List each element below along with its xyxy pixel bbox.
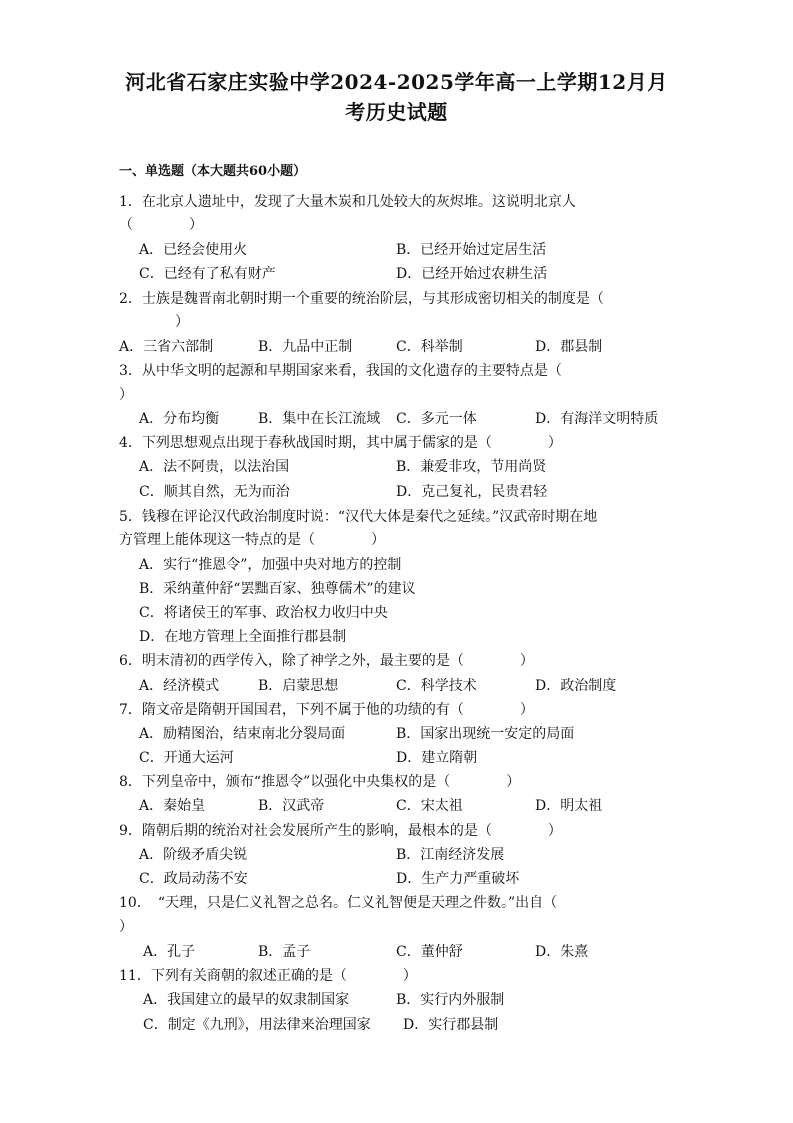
- question-5-option-c: C．将诸侯王的军事、政治权力收归中央: [139, 605, 388, 621]
- question-9-option-c: C．政局动荡不安: [139, 871, 248, 887]
- question-10-option-a: A．孔子: [143, 944, 196, 960]
- question-5-stem: 5．钱穆在评论汉代政治制度时说：“汉代大体是秦代之延续。”汉武帝时期在地: [119, 509, 598, 525]
- question-1-stem-cont: （ ）: [119, 217, 203, 233]
- question-1-stem: 1．在北京人遗址中，发现了大量木炭和几处较大的灰烬堆。这说明北京人: [119, 194, 576, 210]
- question-8-option-d: D．明太祖: [535, 798, 603, 814]
- question-6-option-c: C．科学技术: [396, 678, 477, 694]
- question-10-stem: 10． “天理，只是仁义礼智之总名。仁义礼智便是天理之件数。”出自（: [119, 895, 558, 911]
- question-4-option-d: D．克己复礼，民贵君轻: [396, 484, 548, 500]
- question-2-stem: 2．士族是魏晋南北朝时期一个重要的统治阶层，与其形成密切相关的制度是（: [119, 291, 604, 307]
- question-5-option-a: A．实行“推恩令”，加强中央对地方的控制: [139, 557, 402, 573]
- question-5-option-b: B．采纳董仲舒“罢黜百家、独尊儒术”的建议: [139, 581, 416, 597]
- question-7-option-b: B．国家出现统一安定的局面: [396, 726, 575, 742]
- question-3-option-c: C．多元一体: [396, 411, 477, 427]
- question-9-option-a: A．阶级矛盾尖锐: [139, 847, 248, 863]
- question-1-option-c: C．已经有了私有财产: [139, 266, 276, 282]
- question-2-option-b: B．九品中正制: [258, 339, 353, 355]
- question-10-stem-cont: ）: [119, 919, 133, 935]
- question-11-option-b: B．实行内外服制: [396, 992, 505, 1008]
- question-8-option-c: C．宋太祖: [396, 798, 463, 814]
- question-8-option-b: B．汉武帝: [258, 798, 325, 814]
- question-3-stem-cont: ）: [119, 387, 133, 403]
- question-1-option-b: B．已经开始过定居生活: [396, 242, 547, 258]
- question-7-option-a: A．励精图治，结束南北分裂局面: [139, 726, 346, 742]
- question-2-option-c: C．科举制: [396, 339, 463, 355]
- question-8-stem: 8．下列皇帝中，颁布“推恩令”以强化中央集权的是（ ）: [119, 774, 521, 790]
- question-9-option-d: D．生产力严重破坏: [396, 871, 520, 887]
- question-10-option-b: B．孟子: [258, 944, 311, 960]
- question-10-option-d: D．朱熹: [535, 944, 589, 960]
- question-4-stem: 4．下列思想观点出现于春秋战国时期，其中属于儒家的是（ ）: [119, 435, 562, 451]
- question-6-stem: 6．明末清初的西学传入，除了神学之外，最主要的是（ ）: [119, 653, 534, 669]
- question-11-option-a: A．我国建立的最早的奴隶制国家: [143, 992, 350, 1008]
- question-5-stem-cont: 方管理上能体现这一特点的是（ ）: [119, 532, 385, 548]
- exam-title-line1: 河北省石家庄实验中学2024-2025学年高一上学期12月月: [125, 70, 668, 94]
- question-3-option-d: D．有海洋文明特质: [535, 411, 659, 427]
- question-1-option-d: D．已经开始过农耕生活: [396, 266, 548, 282]
- question-9-option-b: B．江南经济发展: [396, 847, 505, 863]
- question-11-option-c: C．制定《九刑》，用法律来治理国家: [143, 1017, 371, 1033]
- question-4-option-b: B．兼爱非攻，节用尚贤: [396, 459, 547, 475]
- question-7-option-c: C．开通大运河: [139, 750, 234, 766]
- question-9-stem: 9．隋朝后期的统治对社会发展所产生的影响，最根本的是（ ）: [119, 823, 562, 839]
- question-11-option-d: D．实行郡县制: [403, 1017, 499, 1033]
- section-heading: 一、单选题（本大题共60小题）: [119, 164, 307, 179]
- exam-title-line2: 考历史试题: [345, 100, 448, 124]
- question-2-stem-cont: ）: [119, 314, 189, 330]
- question-3-stem: 3．从中华文明的起源和早期国家来看，我国的文化遗存的主要特点是（: [119, 363, 562, 379]
- question-7-option-d: D．建立隋朝: [396, 750, 478, 766]
- question-6-option-a: A．经济模式: [139, 678, 220, 694]
- question-4-option-c: C．顺其自然，无为而治: [139, 484, 290, 500]
- question-2-option-d: D．郡县制: [535, 339, 603, 355]
- question-6-option-d: D．政治制度: [535, 678, 617, 694]
- question-8-option-a: A．秦始皇: [139, 798, 206, 814]
- question-10-option-c: C．董仲舒: [396, 944, 463, 960]
- question-4-option-a: A．法不阿贵，以法治国: [139, 459, 290, 475]
- question-6-option-b: B．启蒙思想: [258, 678, 339, 694]
- question-11-stem: 11．下列有关商朝的叙述正确的是（ ）: [119, 968, 417, 984]
- question-1-option-a: A．已经会使用火: [139, 242, 248, 258]
- question-7-stem: 7．隋文帝是隋朝开国国君，下列不属于他的功绩的有（ ）: [119, 702, 534, 718]
- question-3-option-b: B．集中在长江流域: [258, 411, 381, 427]
- question-3-option-a: A．分布均衡: [139, 411, 220, 427]
- question-2-option-a: A．三省六部制: [119, 339, 214, 355]
- question-5-option-d: D．在地方管理上全面推行郡县制: [139, 629, 347, 645]
